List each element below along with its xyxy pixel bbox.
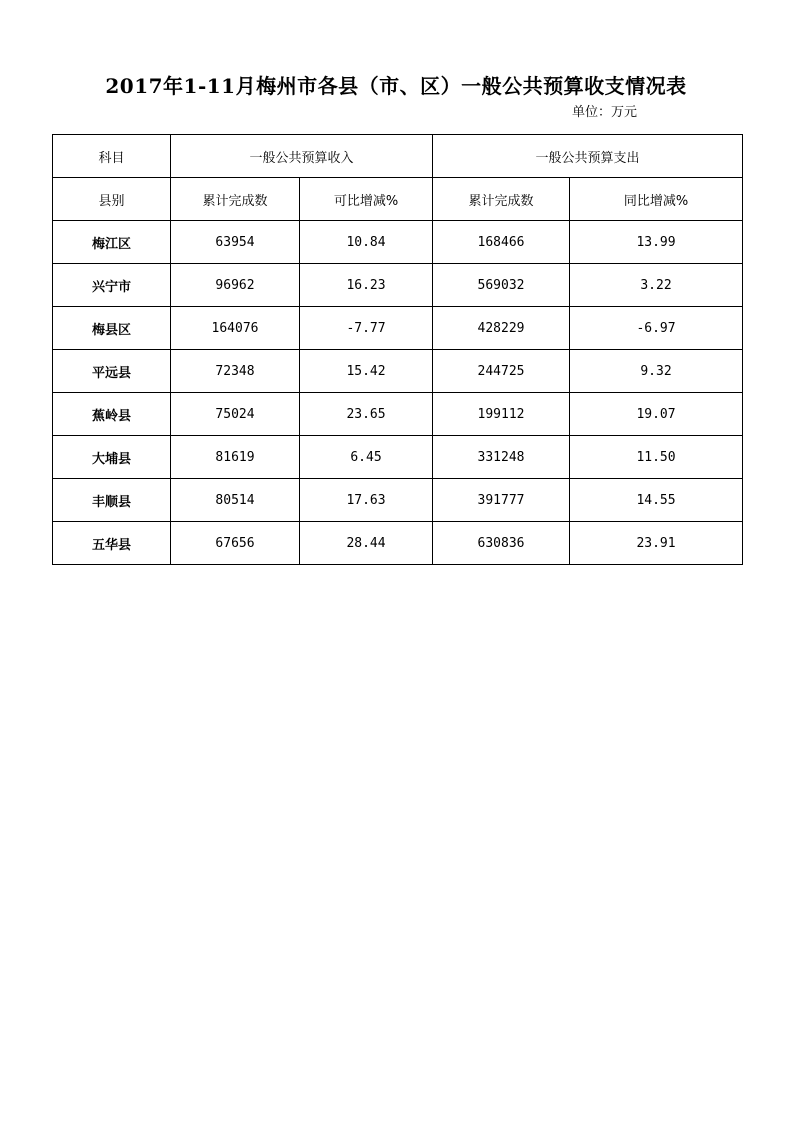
cell-revenue-change: 23.65 bbox=[300, 393, 433, 436]
header-revenue-group: 一般公共预算收入 bbox=[171, 135, 433, 178]
table-row bbox=[53, 479, 743, 522]
page-title: 2017年1-11月梅州市各县（市、区）一般公共预算收支情况表 bbox=[105, 74, 687, 98]
cell-county: 梅江区 bbox=[53, 221, 171, 264]
table-row bbox=[53, 436, 743, 479]
header-subject: 科目 bbox=[53, 135, 171, 178]
header-expenditure-total: 累计完成数 bbox=[433, 178, 570, 221]
header-expenditure-group: 一般公共预算支出 bbox=[433, 135, 743, 178]
cell-expenditure: 331248 bbox=[433, 436, 570, 479]
cell-expenditure-change: 9.32 bbox=[570, 350, 743, 393]
cell-expenditure: 630836 bbox=[433, 522, 570, 565]
cell-revenue: 164076 bbox=[171, 307, 300, 350]
cell-expenditure-change: 14.55 bbox=[570, 479, 743, 522]
cell-revenue: 96962 bbox=[171, 264, 300, 307]
cell-county: 五华县 bbox=[53, 522, 171, 565]
cell-revenue-change: 10.84 bbox=[300, 221, 433, 264]
cell-expenditure: 199112 bbox=[433, 393, 570, 436]
cell-revenue-change: 28.44 bbox=[300, 522, 433, 565]
table-row bbox=[53, 393, 743, 436]
cell-revenue-change: 16.23 bbox=[300, 264, 433, 307]
cell-expenditure-change: 19.07 bbox=[570, 393, 743, 436]
cell-expenditure: 168466 bbox=[433, 221, 570, 264]
cell-revenue: 75024 bbox=[171, 393, 300, 436]
cell-revenue-change: -7.77 bbox=[300, 307, 433, 350]
header-revenue-total: 累计完成数 bbox=[171, 178, 300, 221]
table-row bbox=[53, 522, 743, 565]
cell-revenue: 72348 bbox=[171, 350, 300, 393]
cell-county: 丰顺县 bbox=[53, 479, 171, 522]
cell-expenditure-change: 11.50 bbox=[570, 436, 743, 479]
cell-county: 兴宁市 bbox=[53, 264, 171, 307]
header-revenue-change: 可比增减% bbox=[300, 178, 433, 221]
cell-revenue-change: 6.45 bbox=[300, 436, 433, 479]
header-expenditure-change: 同比增减% bbox=[570, 178, 743, 221]
table-row bbox=[53, 264, 743, 307]
unit-label: 单位：万元 bbox=[572, 105, 638, 120]
cell-expenditure: 244725 bbox=[433, 350, 570, 393]
cell-expenditure-change: 3.22 bbox=[570, 264, 743, 307]
cell-expenditure-change: 23.91 bbox=[570, 522, 743, 565]
cell-expenditure-change: 13.99 bbox=[570, 221, 743, 264]
cell-expenditure: 569032 bbox=[433, 264, 570, 307]
table-row bbox=[53, 307, 743, 350]
cell-revenue: 81619 bbox=[171, 436, 300, 479]
cell-expenditure-change: -6.97 bbox=[570, 307, 743, 350]
header-row-2 bbox=[53, 178, 743, 221]
cell-revenue: 63954 bbox=[171, 221, 300, 264]
table-body bbox=[53, 135, 743, 565]
header-row-1 bbox=[53, 135, 743, 178]
table-row bbox=[53, 221, 743, 264]
cell-county: 梅县区 bbox=[53, 307, 171, 350]
cell-county: 大埔县 bbox=[53, 436, 171, 479]
cell-revenue-change: 17.63 bbox=[300, 479, 433, 522]
cell-expenditure: 428229 bbox=[433, 307, 570, 350]
header-county: 县别 bbox=[53, 178, 171, 221]
table-row bbox=[53, 350, 743, 393]
cell-revenue: 67656 bbox=[171, 522, 300, 565]
cell-revenue-change: 15.42 bbox=[300, 350, 433, 393]
cell-revenue: 80514 bbox=[171, 479, 300, 522]
cell-county: 蕉岭县 bbox=[53, 393, 171, 436]
budget-table bbox=[52, 134, 743, 565]
cell-expenditure: 391777 bbox=[433, 479, 570, 522]
cell-county: 平远县 bbox=[53, 350, 171, 393]
